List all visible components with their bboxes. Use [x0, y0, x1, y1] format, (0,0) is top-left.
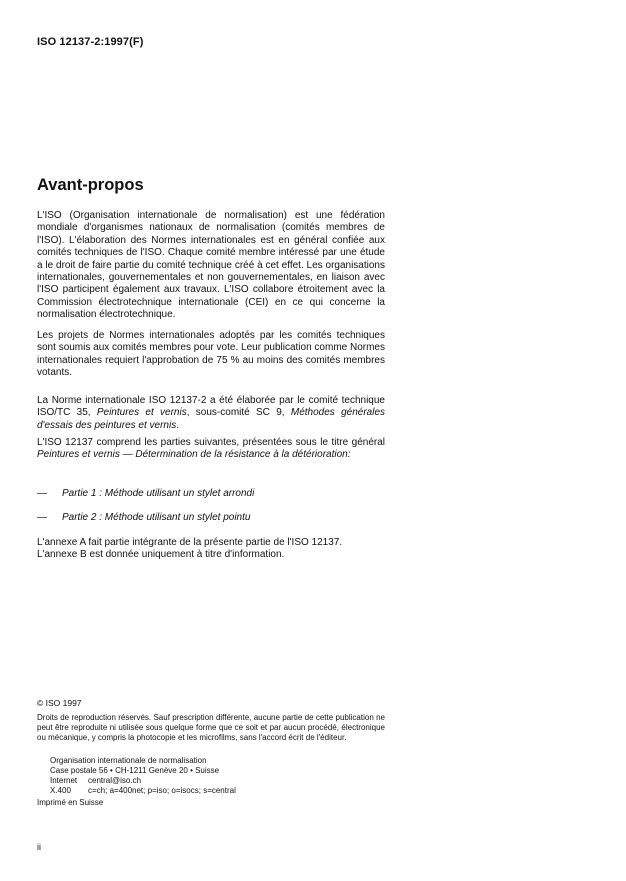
publisher-address-block [50, 756, 236, 796]
p4-text-a: L'ISO 12137 comprend les parties suivantes, présentées sous le titre général [37, 437, 385, 448]
page-number: ii [37, 842, 41, 852]
section-title: Avant-propos [37, 176, 144, 194]
postal-address: Case postale 56 • CH-1211 Genève 20 • Suisse [50, 766, 220, 775]
copyright-notice: © ISO 1997 [37, 698, 82, 708]
foreword-paragraph-2: Les projets de Normes internationales adoptés par les comités techniques sont soumis aux comités membres pour vote. Leur publication comme Normes internationales requiert l'approbation de 75 % au moins des comités membres votants. [37, 330, 385, 379]
list-item-part-1 [37, 488, 254, 499]
x400-label: X.400 [50, 786, 71, 795]
annex-line-1: L'annexe A fait partie intégrante de la présente partie de l'ISO 12137. [37, 537, 343, 548]
list-item-part-2 [37, 512, 250, 523]
printed-in: Imprimé en Suisse [37, 798, 104, 807]
foreword-paragraph-annexes [37, 537, 385, 562]
internet-label: Internet [50, 776, 78, 785]
p4-italic-title: Peintures et vernis — Détermination de la résistance à la détérioration [37, 449, 348, 461]
p3-text-e: . [176, 419, 179, 431]
p3-italic-title: Peintures et vernis [96, 407, 187, 419]
document-id-header: ISO 12137-2:1997(F) [37, 36, 144, 48]
p3-text-c: , sous-comité SC 9, [186, 407, 291, 419]
p4-text-c: : [347, 449, 351, 461]
list-item-text: Partie 1 : Méthode utilisant un stylet arrondi [62, 488, 255, 499]
list-dash: — [37, 488, 47, 499]
reproduction-rights: Droits de reproduction réservés. Sauf prescription différente, aucune partie de cette publication ne peut être reproduite ni utilisée sous quelque forme que ce soit et par aucun procédé, électronique ou mécanique, y compris la photocopie et les microfilms, sans l'accord écrit de l'éditeur. [37, 713, 385, 742]
internet-row [50, 776, 236, 786]
x400-address: c=ch; a=400net; p=iso; o=isocs; s=central [88, 786, 236, 795]
foreword-paragraph-3 [37, 395, 385, 432]
list-dash: — [37, 512, 47, 523]
annex-line-2: L'annexe B est donnée uniquement à titre d'information. [37, 549, 285, 561]
p3-text-a: La Norme internationale ISO 12137-2 a été élaborée par le comité technique ISO/TC 35, [37, 395, 385, 419]
foreword-paragraph-1: L'ISO (Organisation internationale de normalisation) est une fédération mondiale d'organismes nationaux de normalisation (comités membres de l'ISO). L'élaboration des Normes internationales est en général confiée aux comités techniques de l'ISO. Chaque comité membre intéressé par une étude a le droit de faire partie du comité technique créé à cet effet. Les organisations internationales, gouvernementales et non gouvernementales, en liaison avec l'ISO participent également aux travaux. L'ISO collabore étroitement avec la Commission électrotechnique internationale (CEI) en ce qui concerne la normalisation électrotechnique. [37, 210, 385, 321]
p3-italic-subtitle: Méthodes générales d'essais des peintures et vernis [37, 407, 385, 431]
list-item-text: Partie 2 : Méthode utilisant un stylet pointu [62, 512, 251, 523]
org-name: Organisation internationale de normalisation [50, 756, 207, 765]
internet-address: central@iso.ch [88, 776, 142, 785]
x400-row [50, 786, 236, 796]
foreword-paragraph-4 [37, 437, 385, 462]
